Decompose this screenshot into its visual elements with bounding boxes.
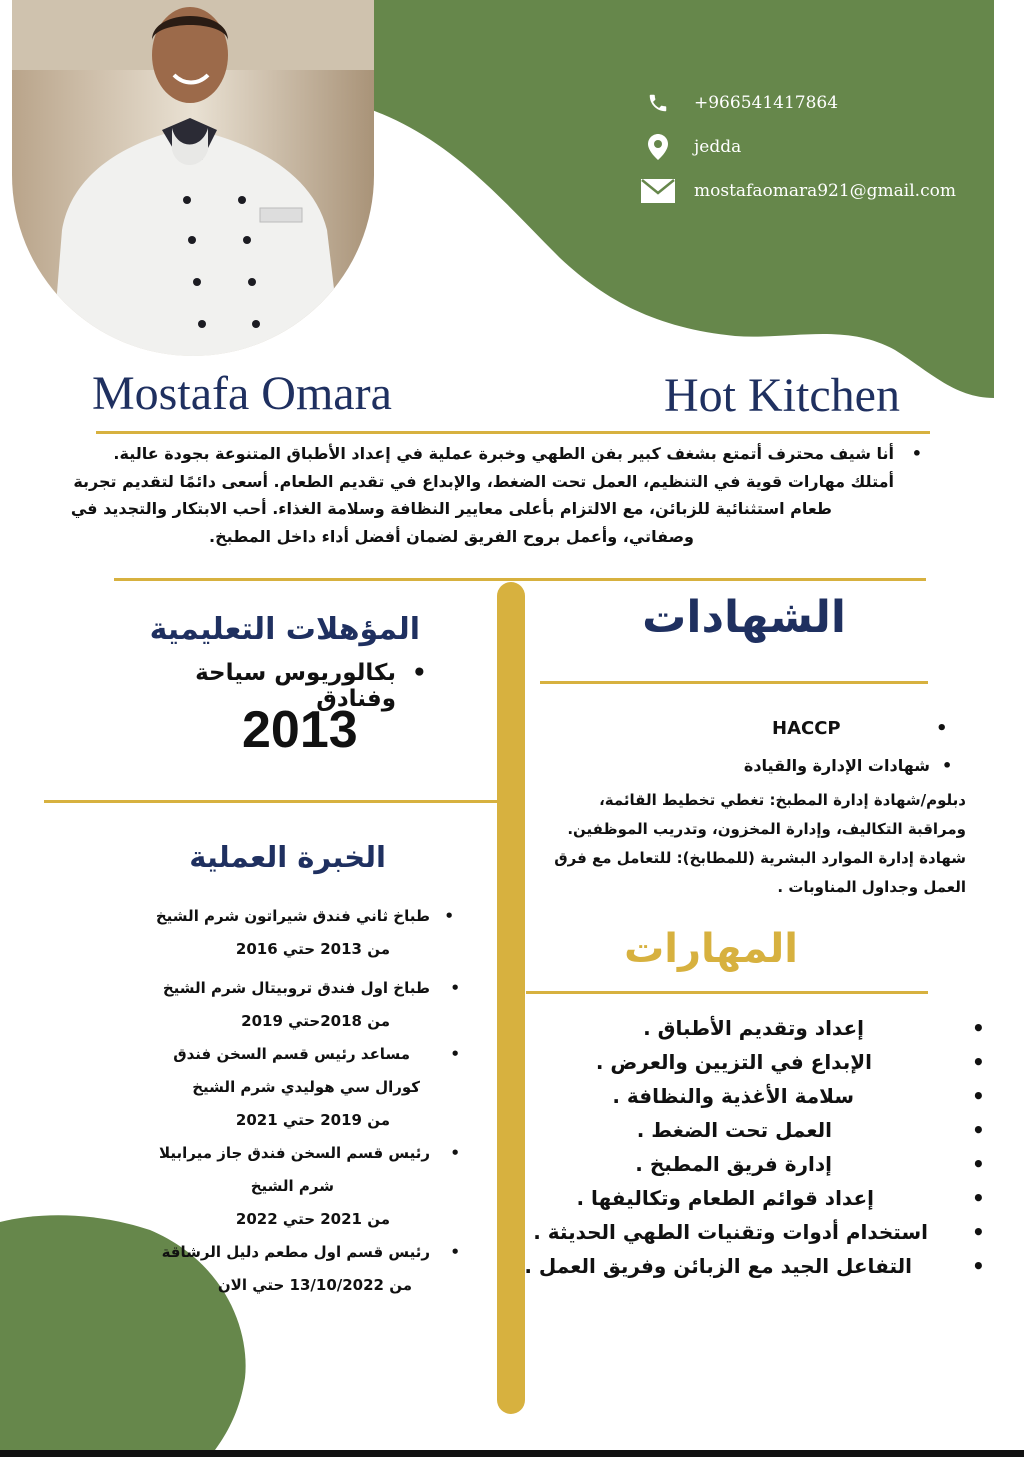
skills-list: [524, 1016, 985, 1288]
skill-item: • العمل تحت الضغط .: [636, 1118, 985, 1142]
summary-line: أمتلك مهارات قوية في التنظيم، العمل تحت الضغط، والإبداع في تقديم الطعام. أسعى دائمًا لتقديم تجربة: [73, 471, 894, 491]
skill-item: • التفاعل الجيد مع الزبائن وفريق العمل .: [524, 1254, 985, 1278]
email-text: mostafaomara921@gmail.com: [694, 181, 956, 201]
experience-heading: الخبرة العملية: [189, 840, 386, 874]
candidate-name: Mostafa Omara: [92, 367, 392, 420]
location-text: jedda: [694, 137, 742, 157]
cert-item-leadership: شهادات الإدارة والقيادة: [743, 756, 930, 775]
summary-bullet: •: [911, 444, 922, 463]
cert-detail-line: دبلوم/شهادة إدارة المطبخ: تغطي تخطيط القائمة،: [599, 791, 966, 809]
experience-item: • طباخ ثاني فندق شيراتون شرم الشيخ من 2013 حتي 2016: [155, 907, 454, 958]
summary-divider: [114, 578, 926, 581]
center-divider: [497, 582, 525, 1414]
contact-email[interactable]: [640, 178, 956, 204]
experience-item: • رئيس قسم السخن فندق جاز ميرابيلا شرم الشيخ من 2021 حتي 2022: [158, 1144, 460, 1228]
contact-location: [640, 134, 741, 160]
envelope-icon: [640, 178, 676, 204]
job-title: Hot Kitchen: [664, 369, 900, 422]
cert-bullet: •: [942, 756, 953, 775]
phone-icon: [640, 90, 676, 116]
bottom-edge: [0, 1450, 1024, 1457]
education-bullet: •: [412, 660, 427, 686]
header-divider: [96, 431, 930, 434]
cert-detail-line: ومراقبة التكاليف، وإدارة المخزون، وتدريب الموظفين.: [567, 820, 966, 838]
phone-text: +966541417864: [694, 93, 839, 113]
location-pin-icon: [640, 134, 676, 160]
education-heading: المؤهلات التعليمية: [149, 612, 420, 647]
cert-details: [538, 786, 966, 902]
experience-item: • رئيس قسم اول مطعم دليل الرشاقة من 13/10/2022 حتي الان: [161, 1243, 460, 1294]
contact-phone[interactable]: [640, 90, 838, 116]
chef-portrait: [12, 0, 374, 356]
education-divider: [44, 800, 498, 803]
skill-item: • إعداد وتقديم الأطباق .: [643, 1016, 985, 1040]
certificates-heading: الشهادات: [642, 592, 846, 643]
education-degree: بكالوريوس سياحة وفنادق: [195, 660, 396, 712]
skill-item: • استخدام أدوات وتقنيات الطهي الحديثة .: [533, 1220, 985, 1244]
experience-list: [120, 900, 460, 1302]
skills-heading: المهارات: [624, 926, 798, 972]
cert-bullet: •: [936, 718, 948, 739]
summary-line: طعام استثنائية للزبائن، مع الالتزام بأعلى معايير النظافة وسلامة الغذاء. أحب الابتكار والتجديد في: [70, 499, 832, 518]
skill-item: • إعداد قوائم الطعام وتكاليفها .: [576, 1186, 985, 1210]
cert-detail-line: شهادة إدارة الموارد البشرية (للمطابخ): للتعامل مع فرق: [554, 849, 966, 867]
profile-summary: [70, 440, 930, 550]
summary-line: وصفاتي، وأعمل بروح الفريق لضمان أفضل أداء داخل المطبخ.: [209, 526, 694, 546]
skills-divider: [526, 991, 928, 994]
experience-item: • مساعد رئيس قسم السخن فندق كورال سي هوليدي شرم الشيخ من 2019 حتي 2021: [173, 1045, 460, 1129]
experience-item: • طباخ اول فندق تروبيتال شرم الشيخ من 2018حتي 2019: [162, 979, 460, 1030]
skill-item: • الإبداع في التزيين والعرض .: [595, 1050, 985, 1074]
skill-item: • إدارة فريق المطبخ .: [635, 1152, 985, 1176]
profile-photo: [12, 0, 374, 356]
education-year: 2013: [242, 701, 358, 759]
skill-item: • سلامة الأغذية والنظافة .: [612, 1084, 985, 1108]
cert-item-haccp: HACCP: [772, 718, 841, 739]
cert-detail-line: العمل وجداول المناوبات .: [777, 878, 966, 896]
certificates-divider: [540, 681, 928, 684]
summary-line: أنا شيف محترف أتمتع بشغف كبير بفن الطهي وخبرة عملية في إعداد الأطباق المتنوعة بجودة عالية.: [113, 444, 894, 463]
